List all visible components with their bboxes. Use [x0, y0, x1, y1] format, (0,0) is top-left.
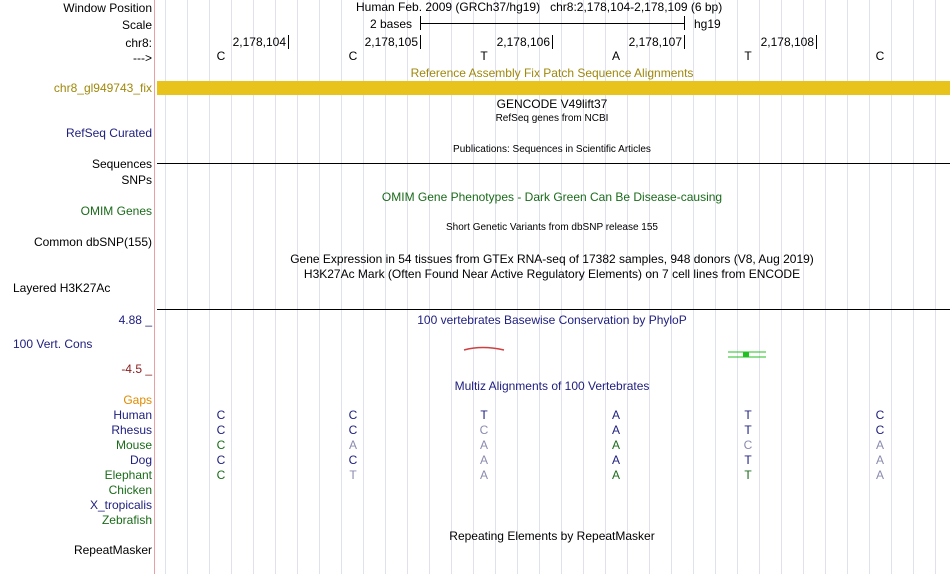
scale-assembly: hg19	[694, 17, 721, 31]
gencode-title: GENCODE V49lift37	[496, 97, 608, 111]
gaps-label[interactable]: Gaps	[123, 393, 152, 407]
species-label[interactable]: Mouse	[115, 438, 152, 452]
species-label[interactable]: Elephant	[104, 468, 152, 482]
species-base: C	[875, 408, 885, 422]
species-base: C	[216, 408, 226, 422]
species-label[interactable]: X_tropicalis	[89, 498, 152, 512]
scale-bar-right-tick	[684, 16, 685, 30]
window-position-value: Human Feb. 2009 (GRCh37/hg19) chr8:2,178,104-2,178,109 (6 bp)	[356, 0, 723, 14]
dbsnp-title: Short Genetic Variants from dbSNP release 155	[446, 222, 658, 233]
species-base: T	[744, 408, 752, 422]
h3k27ac-label[interactable]: Layered H3K27Ac	[13, 281, 111, 295]
reference-base: T	[744, 49, 752, 63]
fix-patch-title: Reference Assembly Fix Patch Sequence Alignments	[410, 66, 694, 80]
reference-base: T	[480, 49, 488, 63]
scale-label: Scale	[121, 18, 152, 32]
species-base: C	[743, 438, 753, 452]
species-base: A	[611, 438, 621, 452]
dbsnp-label[interactable]: Common dbSNP(155)	[33, 235, 152, 249]
phylop-min: -4.5 _	[121, 362, 152, 376]
refseq-label[interactable]: RefSeq Curated	[65, 126, 152, 140]
species-base: T	[480, 408, 488, 422]
fix-patch-label[interactable]: chr8_gl949743_fix	[53, 81, 152, 95]
species-base: A	[875, 468, 885, 482]
coordinate-tick	[420, 35, 421, 49]
coordinate-tick	[684, 35, 685, 49]
species-base: T	[744, 453, 752, 467]
species-base: A	[479, 453, 489, 467]
species-base: C	[216, 438, 226, 452]
h3k27ac-title: H3K27Ac Mark (Often Found Near Active Regulatory Elements) on 7 cell lines from ENCODE	[303, 267, 801, 281]
phylop-title: 100 vertebrates Basewise Conservation by PhyloP	[417, 313, 687, 327]
species-base: A	[479, 438, 489, 452]
fix-patch-bar[interactable]	[157, 81, 950, 95]
coordinate-tick	[288, 35, 289, 49]
species-label[interactable]: Dog	[129, 453, 152, 467]
species-base: T	[744, 423, 752, 437]
omim-title: OMIM Gene Phenotypes - Dark Green Can Be Disease-causing	[381, 190, 723, 204]
species-base: A	[611, 453, 621, 467]
refseq-subtitle: RefSeq genes from NCBI	[495, 113, 609, 124]
species-base: A	[875, 438, 885, 452]
species-base: C	[216, 468, 226, 482]
repeatmasker-label[interactable]: RepeatMasker	[73, 543, 152, 557]
species-base: C	[348, 408, 358, 422]
publications-title: Publications: Sequences in Scientific Articles	[453, 144, 651, 155]
phylop-red-signal	[460, 344, 510, 354]
species-base: A	[611, 423, 621, 437]
coordinate-tick	[816, 35, 817, 49]
scale-bar	[420, 23, 685, 24]
species-label[interactable]: Human	[113, 408, 152, 422]
sequences-line	[157, 163, 950, 164]
species-base: C	[348, 453, 358, 467]
reference-base: C	[216, 49, 226, 63]
omim-label[interactable]: OMIM Genes	[80, 204, 152, 218]
phylop-max: 4.88 _	[118, 313, 152, 327]
reference-base: C	[875, 49, 885, 63]
species-base: A	[611, 408, 621, 422]
h3k27ac-baseline	[157, 309, 950, 310]
species-base: C	[479, 423, 489, 437]
species-base: C	[875, 423, 885, 437]
species-label[interactable]: Rhesus	[111, 423, 152, 437]
reference-base: A	[611, 49, 621, 63]
coordinate-label: 2,178,104	[232, 35, 286, 49]
species-base: T	[744, 468, 752, 482]
species-base: C	[216, 453, 226, 467]
coordinate-label: 2,178,107	[628, 35, 682, 49]
scale-text: 2 bases	[370, 17, 413, 31]
repeatmasker-title: Repeating Elements by RepeatMasker	[449, 529, 655, 543]
gtex-title: Gene Expression in 54 tissues from GTEx RNA-seq of 17382 samples, 948 donors (V8, Aug 2019)	[290, 252, 814, 266]
coordinate-tick	[552, 35, 553, 49]
species-label[interactable]: Zebrafish	[101, 513, 152, 527]
label-divider	[154, 0, 155, 574]
strand-arrow-label: --->	[133, 51, 152, 65]
sequences-label[interactable]: Sequences	[91, 157, 152, 171]
coordinate-label: 2,178,108	[760, 35, 814, 49]
species-base: A	[875, 453, 885, 467]
species-base: C	[216, 423, 226, 437]
snps-label[interactable]: SNPs	[121, 173, 152, 187]
phylop-label[interactable]: 100 Vert. Cons	[13, 337, 93, 351]
multiz-title: Multiz Alignments of 100 Vertebrates	[454, 379, 650, 393]
window-position-label: Window Position	[63, 1, 152, 15]
species-base: C	[348, 423, 358, 437]
phylop-green-signal	[726, 348, 770, 360]
species-label[interactable]: Chicken	[108, 483, 152, 497]
species-base: T	[349, 468, 357, 482]
coordinate-label: 2,178,106	[496, 35, 550, 49]
reference-base: C	[348, 49, 358, 63]
chrom-label: chr8:	[125, 36, 152, 50]
species-base: A	[348, 438, 358, 452]
coordinate-label: 2,178,105	[364, 35, 418, 49]
species-base: A	[611, 468, 621, 482]
species-base: A	[479, 468, 489, 482]
